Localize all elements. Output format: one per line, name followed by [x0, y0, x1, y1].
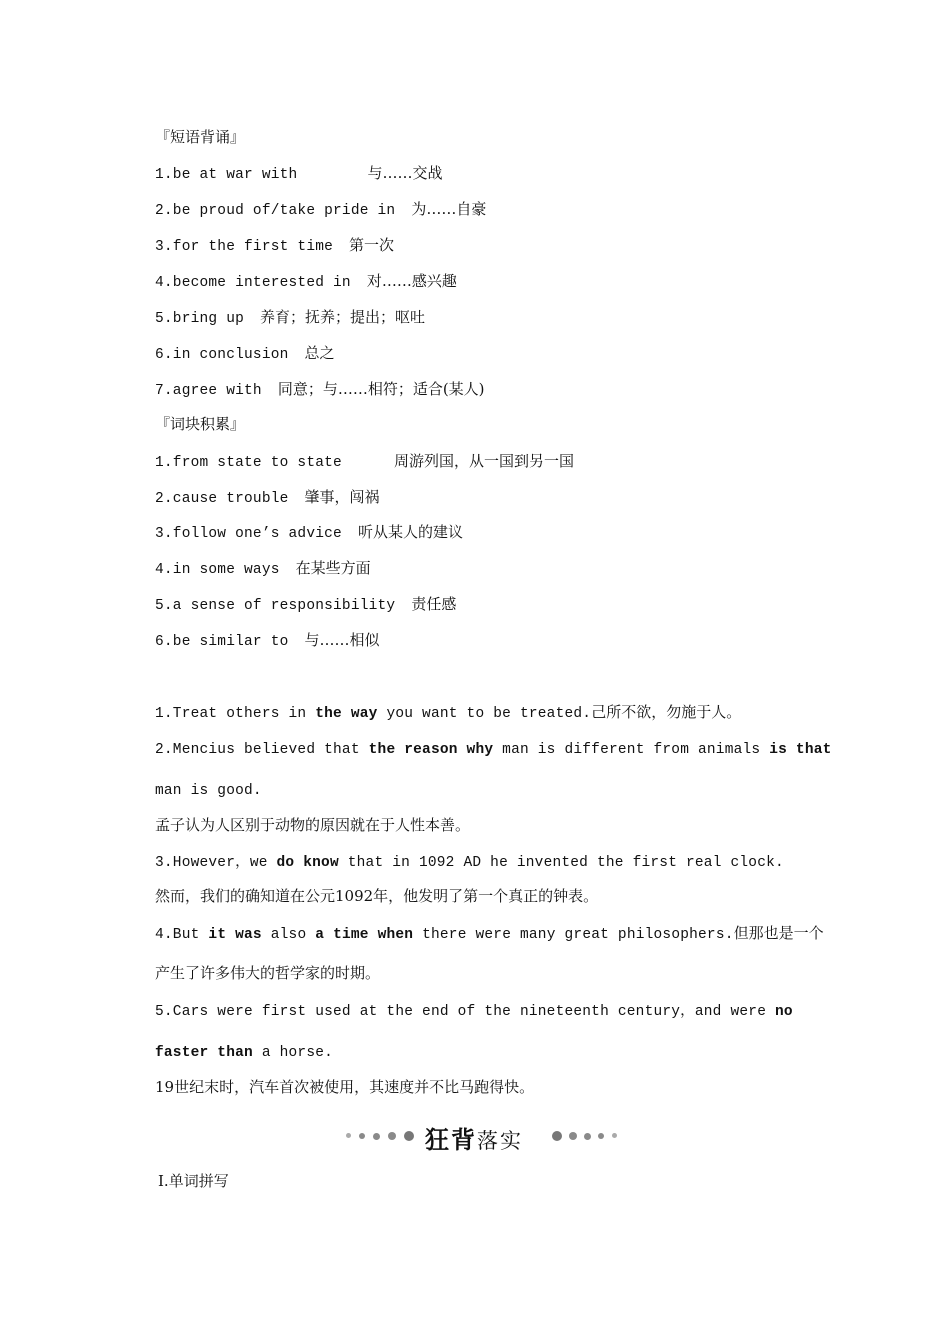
sentence-translation: 但那也是一个: [733, 924, 824, 942]
banner-dot: [373, 1133, 380, 1140]
banner-title-normal: 落实: [477, 1129, 523, 1153]
sentence-text: that in 1092 AD he invented the first real clock.: [338, 855, 784, 871]
sentence-key-phrase: the way: [315, 706, 378, 722]
banner-title-bold: 狂背: [425, 1125, 477, 1154]
phrases-heading: 『短语背诵』: [155, 128, 246, 146]
phrase-zh: 第一次: [349, 236, 395, 254]
sentence-text: you want to be treated.: [377, 706, 592, 722]
phrase-en: 5.bring up: [155, 311, 245, 327]
sentence-key-phrase: a time when: [315, 927, 414, 943]
sentence-text: man is good.: [155, 783, 262, 799]
chunk-en: 5.a sense of responsibility: [155, 598, 396, 614]
list-item: [155, 595, 456, 615]
banner-dot: [359, 1133, 365, 1139]
phrase-zh: 为……自豪: [411, 200, 487, 218]
list-item: [155, 308, 425, 328]
sentence-text: a horse.: [252, 1045, 334, 1061]
banner-dot: [598, 1133, 604, 1139]
sentence-5-translation: 19世纪末时，汽车首次被使用，其速度并不比马跑得快。: [155, 1078, 535, 1096]
phrase-zh: 总之: [304, 344, 335, 362]
chunk-en: 2.cause trouble: [155, 491, 289, 507]
sentence-2: [155, 739, 832, 759]
sentence-5-cont: [155, 1042, 333, 1062]
chunk-zh: 听从某人的建议: [357, 523, 463, 541]
phrase-zh: 与……交战: [367, 164, 443, 182]
chunk-zh: 责任感: [411, 595, 457, 613]
sentence-text: 1.Treat others in: [155, 706, 316, 722]
phrase-en: 4.become interested in: [155, 275, 351, 291]
chunk-zh: 肇事，闯祸: [304, 488, 380, 506]
sentence-text: man is different from animals: [493, 742, 770, 758]
sentence-3-translation: 然而，我们的确知道在公元1092年，他发明了第一个真正的钟表。: [155, 887, 599, 905]
list-item: [155, 344, 335, 364]
list-item: [155, 631, 380, 651]
sentence-4-translation: 产生了许多伟大的哲学家的时期。: [155, 964, 381, 982]
chunk-zh: 在某些方面: [295, 559, 371, 577]
banner-dot: [404, 1131, 414, 1141]
sentence-key-phrase: it was: [208, 927, 262, 943]
banner-dot: [569, 1132, 577, 1140]
list-item: [155, 164, 442, 184]
banner-title: [425, 1120, 523, 1155]
sentence-key-phrase: no: [775, 1004, 793, 1020]
chunks-heading: 『词块积累』: [155, 415, 246, 433]
sentence-2-translation: 孟子认为人区别于动物的原因就在于人性本善。: [155, 816, 471, 834]
list-item: [155, 488, 380, 508]
chunk-zh: 与……相似: [304, 631, 380, 649]
banner-dot: [346, 1133, 351, 1138]
list-item: [155, 272, 457, 292]
list-item: [155, 452, 574, 472]
sentence-text: also: [261, 927, 316, 943]
sentence-text: 4.But: [155, 927, 209, 943]
phrase-zh: 对……感兴趣: [366, 272, 457, 290]
sentence-4: [155, 924, 824, 944]
sentence-text: 2.Mencius believed that: [155, 742, 369, 758]
chunk-en: 1.from state to state: [155, 455, 342, 471]
sentence-5: [155, 1001, 793, 1021]
banner-dot: [584, 1133, 591, 1140]
list-item: [155, 236, 394, 256]
sentence-key-phrase: the reason why: [368, 742, 494, 758]
chunk-en: 6.be similar to: [155, 634, 289, 650]
phrase-en: 7.agree with: [155, 383, 262, 399]
banner-dot: [612, 1133, 617, 1138]
banner-dot: [552, 1131, 562, 1141]
sentence-1: [155, 703, 741, 723]
phrase-en: 6.in conclusion: [155, 347, 289, 363]
sentence-2-cont: [155, 780, 262, 800]
sentence-key-phrase: faster than: [155, 1045, 253, 1061]
sentence-key-phrase: do know: [276, 855, 339, 871]
sentence-translation: 己所不欲，勿施于人。: [591, 703, 742, 721]
sentence-text: 3.However，we: [155, 855, 277, 871]
phrase-zh: 同意；与……相符；适合(某人): [277, 380, 485, 398]
list-item: [155, 523, 463, 543]
chunk-en: 3.follow one’s advice: [155, 526, 342, 542]
sentence-text: there were many great philosophers.: [413, 927, 734, 943]
list-item: [155, 200, 486, 220]
exercise-heading: Ⅰ.单词拼写: [158, 1172, 229, 1190]
chunk-zh: 周游列国，从一国到另一国: [393, 452, 574, 470]
sentence-text: 5.Cars were first used at the end of the nineteenth century，and were: [155, 1004, 775, 1020]
banner-dot: [388, 1132, 396, 1140]
list-item: [155, 380, 485, 400]
phrase-en: 2.be proud of/take pride in: [155, 203, 396, 219]
phrase-zh: 养育；抚养；提出；呕吐: [260, 308, 426, 326]
phrase-en: 3.for the first time: [155, 239, 334, 255]
list-item: [155, 559, 371, 579]
sentence-3: [155, 852, 784, 872]
chunk-en: 4.in some ways: [155, 562, 280, 578]
section-banner: [340, 1118, 630, 1152]
sentence-key-phrase: is that: [769, 742, 832, 758]
phrase-en: 1.be at war with: [155, 167, 298, 183]
